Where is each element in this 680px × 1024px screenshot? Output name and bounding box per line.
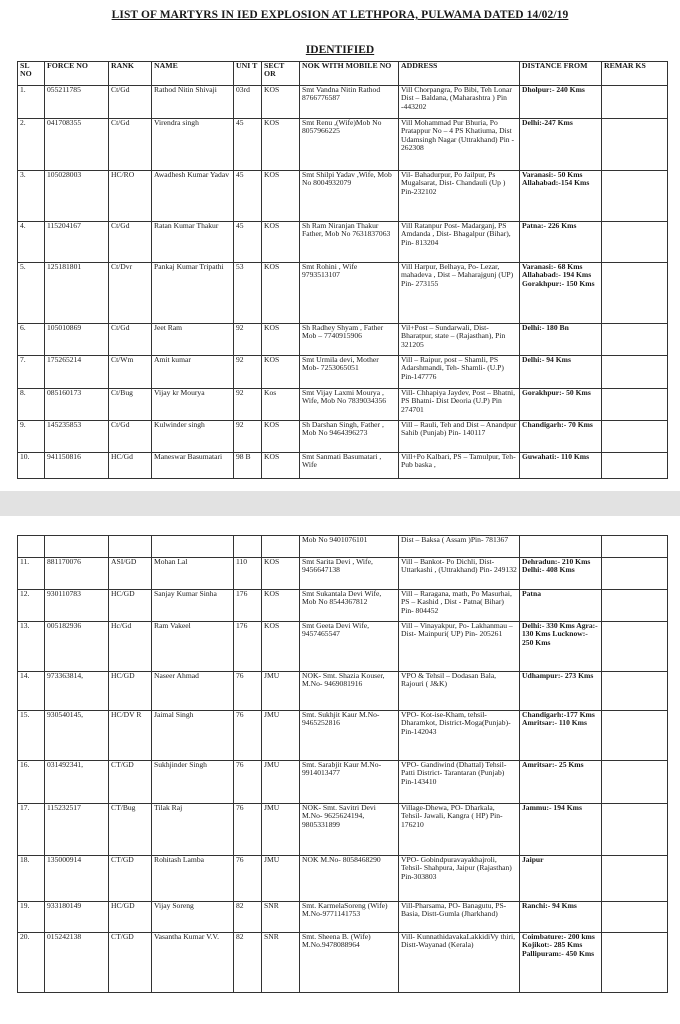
cell-unit: 92 xyxy=(234,356,262,389)
cell-distance: Dholpur:- 240 Kms xyxy=(520,86,602,119)
table-body-page-1 xyxy=(18,86,668,479)
cell-rank: CT/GD xyxy=(109,933,152,993)
table-row xyxy=(18,389,668,421)
cell-sl: 6. xyxy=(18,324,45,356)
cell-rank: CT/Bug xyxy=(109,804,152,856)
cell-sl: 7. xyxy=(18,356,45,389)
cell-unit: 92 xyxy=(234,389,262,421)
cell-address: Vill Mohammad Pur Bhuria, Po Pratappur No – 4 PS Khatiuma, Dist Udamsingh Nagar (Uttrakhand) Pin - 262308 xyxy=(399,119,520,171)
table-header-row xyxy=(18,62,668,86)
cell-nok: Sh Ram Niranjan Thakur Father, Mob No 7631837063 xyxy=(300,222,399,263)
cell-nok: Smt Rohini , Wife 9793513107 xyxy=(300,263,399,324)
cell-distance: Delhi:- 180 Bn xyxy=(520,324,602,356)
cell-address: Vill – Rauli, Teh and Dist – Anandpur Sahib (Punjab) Pin- 140117 xyxy=(399,421,520,453)
cell-unit: 76 xyxy=(234,761,262,804)
cell-sector: JMU xyxy=(262,856,300,902)
cell-sl: 12. xyxy=(18,590,45,622)
cell-nok: Sh Darshan Singh, Father , Mob No 9464396273 xyxy=(300,421,399,453)
cell-remarks xyxy=(602,622,668,672)
cell-unit: 82 xyxy=(234,902,262,933)
martyrs-table-page-1 xyxy=(17,61,668,479)
cell-distance xyxy=(520,536,602,558)
cell-force-no: 930110783 xyxy=(45,590,109,622)
cell-name: Vijay Soreng xyxy=(152,902,234,933)
cell-rank: HC/GD xyxy=(109,590,152,622)
cell-remarks xyxy=(602,933,668,993)
table-row xyxy=(18,119,668,171)
cell-distance: Udhampur:- 273 Kms xyxy=(520,672,602,711)
cell-sector: JMU xyxy=(262,761,300,804)
cell-name: Kulwinder singh xyxy=(152,421,234,453)
cell-distance: Ranchi:- 94 Kms xyxy=(520,902,602,933)
cell-address: Vill Ratanpur Post- Madarganj, PS Amdanda , Dist- Bhagalpur (Bihar), Pin- 813204 xyxy=(399,222,520,263)
cell-name: Tilak Raj xyxy=(152,804,234,856)
cell-force-no: 041708355 xyxy=(45,119,109,171)
cell-rank xyxy=(109,536,152,558)
cell-sector: KOS xyxy=(262,263,300,324)
table-row xyxy=(18,558,668,590)
cell-rank: CT/GD xyxy=(109,761,152,804)
cell-nok: Mob No 9401076101 xyxy=(300,536,399,558)
cell-remarks xyxy=(602,421,668,453)
cell-nok: Smt Sarita Devi , Wife, 9456647138 xyxy=(300,558,399,590)
cell-force-no: 933180149 xyxy=(45,902,109,933)
header-sl: SL NO xyxy=(18,62,45,86)
cell-distance: Dehradun:- 210 Kms Delhi:- 408 Kms xyxy=(520,558,602,590)
table-row xyxy=(18,902,668,933)
cell-distance: Coimbature:- 200 kms Kojikot:- 285 Kms Pallipuram:- 450 Kms xyxy=(520,933,602,993)
cell-unit: 53 xyxy=(234,263,262,324)
document-page-1 xyxy=(13,0,667,491)
cell-address: Vill – Vinayakpur, Po- Lakhanmau – Dist- Mainpuri( UP) Pin- 205261 xyxy=(399,622,520,672)
cell-nok: Smt. KarmelaSoreng (Wife) M.No-9771141753 xyxy=(300,902,399,933)
cell-nok: Smt. Sukhjit Kaur M.No- 9465252816 xyxy=(300,711,399,761)
cell-remarks xyxy=(602,711,668,761)
cell-force-no: 973363814, xyxy=(45,672,109,711)
cell-address: VPO- Gandiwind (Dhattal) Tehsil- Patti District- Tarantaran (Punjab) Pin-143410 xyxy=(399,761,520,804)
table-row xyxy=(18,171,668,222)
cell-unit: 76 xyxy=(234,856,262,902)
document-title: LIST OF MARTYRS IN IED EXPLOSION AT LETHPORA, PULWAMA DATED 14/02/19 xyxy=(111,9,569,21)
cell-name: Rathod Nitin Shivaji xyxy=(152,86,234,119)
cell-sl: 4. xyxy=(18,222,45,263)
cell-distance: Varanasi:- 50 Kms Allahabad:-154 Kms xyxy=(520,171,602,222)
table-row xyxy=(18,356,668,389)
cell-name xyxy=(152,536,234,558)
cell-force-no: 135000914 xyxy=(45,856,109,902)
cell-distance: Jaipur xyxy=(520,856,602,902)
cell-force-no: 145235853 xyxy=(45,421,109,453)
cell-address: Vill+Po Kalbari, PS – Tamulpur, Teh- Pub baska , xyxy=(399,453,520,479)
cell-nok: Smt Renu ,(Wife)Mob No 8057966225 xyxy=(300,119,399,171)
cell-distance: Delhi:-247 Kms xyxy=(520,119,602,171)
table-body-page-2 xyxy=(18,536,668,993)
table-row xyxy=(18,222,668,263)
cell-remarks xyxy=(602,119,668,171)
cell-name: Ratan Kumar Thakur xyxy=(152,222,234,263)
header-rank: RANK xyxy=(109,62,152,86)
cell-nok: Smt Sanmati Basumatari , Wife xyxy=(300,453,399,479)
cell-remarks xyxy=(602,356,668,389)
cell-sl: 16. xyxy=(18,761,45,804)
cell-sector: JMU xyxy=(262,672,300,711)
cell-rank: Hc/Gd xyxy=(109,622,152,672)
cell-address: Vill – Raragana, math, Po Masurhai, PS – Kashid , Dist - Patna( Bihar) Pin- 804452 xyxy=(399,590,520,622)
cell-rank: HC/GD xyxy=(109,672,152,711)
cell-remarks xyxy=(602,761,668,804)
table-row xyxy=(18,324,668,356)
table-row xyxy=(18,453,668,479)
cell-sl: 11. xyxy=(18,558,45,590)
cell-unit: 92 xyxy=(234,421,262,453)
table-row xyxy=(18,856,668,902)
cell-address: Vill-Pharsama, PO- Banagutu, PS-Basia, Distt-Gumla (Jharkhand) xyxy=(399,902,520,933)
cell-sl: 18. xyxy=(18,856,45,902)
cell-distance: Patna:- 226 Kms xyxy=(520,222,602,263)
cell-sector: KOS xyxy=(262,590,300,622)
cell-force-no: 105028003 xyxy=(45,171,109,222)
section-title-identified: IDENTIFIED xyxy=(305,44,375,56)
cell-sector: JMU xyxy=(262,711,300,761)
header-name: NAME xyxy=(152,62,234,86)
cell-sector: Kos xyxy=(262,389,300,421)
cell-sl: 5. xyxy=(18,263,45,324)
cell-name: Pankaj Kumar Tripathi xyxy=(152,263,234,324)
cell-nok: Smt Sukantala Devi Wife, Mob No 8544367812 xyxy=(300,590,399,622)
cell-address: Dist – Baksa ( Assam )Pin- 781367 xyxy=(399,536,520,558)
cell-rank: CT/GD xyxy=(109,856,152,902)
cell-force-no: 115232517 xyxy=(45,804,109,856)
cell-sl: 14. xyxy=(18,672,45,711)
cell-rank: Ct/Gd xyxy=(109,119,152,171)
document-page-2 xyxy=(13,516,667,1024)
cell-sl: 10. xyxy=(18,453,45,479)
cell-force-no xyxy=(45,536,109,558)
cell-force-no: 930540145, xyxy=(45,711,109,761)
cell-sl: 9. xyxy=(18,421,45,453)
table-row xyxy=(18,761,668,804)
cell-unit: 82 xyxy=(234,933,262,993)
header-distance: DISTANCE FROM xyxy=(520,62,602,86)
cell-nok: Sh Radhey Shyam , Father Mob – 7740915906 xyxy=(300,324,399,356)
cell-unit: 45 xyxy=(234,119,262,171)
cell-unit: 176 xyxy=(234,622,262,672)
cell-rank: HC/DV R xyxy=(109,711,152,761)
cell-sl: 1. xyxy=(18,86,45,119)
cell-nok: Smt Vandna Nitin Rathod 8766776587 xyxy=(300,86,399,119)
cell-rank: HC/GD xyxy=(109,902,152,933)
header-sector: SECT OR xyxy=(262,62,300,86)
cell-rank: Ct/Dvr xyxy=(109,263,152,324)
cell-sector: KOS xyxy=(262,622,300,672)
cell-nok: NOK M.No- 8058468290 xyxy=(300,856,399,902)
cell-remarks xyxy=(602,324,668,356)
cell-name: Jeet Ram xyxy=(152,324,234,356)
cell-name: Sukhjinder Singh xyxy=(152,761,234,804)
cell-address: VPO- Kot-ise-Kham, tehsil- Dharamkot, District-Moga(Punjab)- Pin-142043 xyxy=(399,711,520,761)
cell-unit xyxy=(234,536,262,558)
header-force-no: FORCE NO xyxy=(45,62,109,86)
cell-force-no: 015242138 xyxy=(45,933,109,993)
cell-sector: KOS xyxy=(262,421,300,453)
table-row xyxy=(18,421,668,453)
table-row xyxy=(18,933,668,993)
cell-rank: Ct/Bug xyxy=(109,389,152,421)
cell-rank: Ct/Gd xyxy=(109,324,152,356)
cell-name: Amit kumar xyxy=(152,356,234,389)
cell-sl: 20. xyxy=(18,933,45,993)
table-row xyxy=(18,804,668,856)
cell-distance: Gorakhpur:- 50 Kms xyxy=(520,389,602,421)
cell-remarks xyxy=(602,558,668,590)
cell-remarks xyxy=(602,263,668,324)
cell-remarks xyxy=(602,804,668,856)
cell-name: Mohan Lal xyxy=(152,558,234,590)
cell-name: Virendra singh xyxy=(152,119,234,171)
cell-sector: KOS xyxy=(262,222,300,263)
cell-force-no: 105010869 xyxy=(45,324,109,356)
cell-sector: SNR xyxy=(262,902,300,933)
cell-name: Awadhesh Kumar Yadav xyxy=(152,171,234,222)
table-row xyxy=(18,86,668,119)
cell-unit: 98 B xyxy=(234,453,262,479)
header-address: ADDRESS xyxy=(399,62,520,86)
cell-remarks xyxy=(602,171,668,222)
cell-sl: 13. xyxy=(18,622,45,672)
cell-rank: Ct/Gd xyxy=(109,421,152,453)
cell-force-no: 881170076 xyxy=(45,558,109,590)
cell-address: Village-Dhewa, PO- Dharkala, Tehsil- Jawali, Kangra ( HP) Pin-176210 xyxy=(399,804,520,856)
cell-address: Vill- Chhapiya Jaydev, Post – Bhatni, PS Bhatni- Dist Deoria (U.P) Pin 274701 xyxy=(399,389,520,421)
table-row xyxy=(18,622,668,672)
cell-name: Vasantha Kumar V.V. xyxy=(152,933,234,993)
cell-rank: Ct/Gd xyxy=(109,86,152,119)
cell-nok: Smt Geeta Devi Wife, 9457465547 xyxy=(300,622,399,672)
cell-distance: Jammu:- 194 Kms xyxy=(520,804,602,856)
cell-force-no: 941150816 xyxy=(45,453,109,479)
cell-unit: 110 xyxy=(234,558,262,590)
cell-unit: 45 xyxy=(234,171,262,222)
cell-sl xyxy=(18,536,45,558)
cell-sl: 15. xyxy=(18,711,45,761)
cell-name: Vijay kr Mourya xyxy=(152,389,234,421)
cell-sector: KOS xyxy=(262,119,300,171)
table-row xyxy=(18,263,668,324)
cell-sector: SNR xyxy=(262,933,300,993)
cell-sl: 3. xyxy=(18,171,45,222)
cell-nok: Smt Vijay Laxmi Mourya , Wife, Mob No 7839034356 xyxy=(300,389,399,421)
cell-address: Vill Harpur, Belhaya, Po- Lezar, mahadeva , Dist – Maharajgunj (UP) Pin- 273155 xyxy=(399,263,520,324)
cell-sector: KOS xyxy=(262,86,300,119)
header-unit: UNI T xyxy=(234,62,262,86)
cell-unit: 92 xyxy=(234,324,262,356)
cell-remarks xyxy=(602,222,668,263)
cell-address: Vil+Post – Sundarwali, Dist- Bharatpur, state – (Rajasthan), Pin 321205 xyxy=(399,324,520,356)
cell-remarks xyxy=(602,672,668,711)
cell-rank: Ct/Gd xyxy=(109,222,152,263)
cell-name: Sanjay Kumar Sinha xyxy=(152,590,234,622)
cell-sector: JMU xyxy=(262,804,300,856)
cell-address: Vil- Bahadurpur, Po Jailpur, Ps Mugalsarat, Dist- Chandauli (Up ) Pin-232102 xyxy=(399,171,520,222)
cell-rank: HC/Gd xyxy=(109,453,152,479)
cell-rank: ASI/GD xyxy=(109,558,152,590)
cell-sector: KOS xyxy=(262,453,300,479)
cell-nok: Smt. Sheena B. (Wife) M.No.9478088964 xyxy=(300,933,399,993)
cell-force-no: 085160173 xyxy=(45,389,109,421)
cell-nok: Smt Shilpi Yadav ,Wife, Mob No 8004932079 xyxy=(300,171,399,222)
cell-unit: 03rd xyxy=(234,86,262,119)
cell-name: Naseer Ahmad xyxy=(152,672,234,711)
cell-address: Vill – Bankot- Po Dichli, Dist- Uttarkashi , (Uttrakhand) Pin- 249132 xyxy=(399,558,520,590)
cell-nok: Smt. Sarabjit Kaur M.No- 9914013477 xyxy=(300,761,399,804)
cell-unit: 76 xyxy=(234,672,262,711)
cell-remarks xyxy=(602,389,668,421)
table-row-continuation xyxy=(18,536,668,558)
cell-sl: 8. xyxy=(18,389,45,421)
cell-sector: KOS xyxy=(262,558,300,590)
cell-address: VPO- Gobindpuravayakhajroli, Tehsil- Shahpura, Jaipur (Rajasthan) Pin-303803 xyxy=(399,856,520,902)
cell-remarks xyxy=(602,590,668,622)
cell-remarks xyxy=(602,86,668,119)
cell-name: Ram Vakeel xyxy=(152,622,234,672)
cell-unit: 76 xyxy=(234,804,262,856)
table-row xyxy=(18,590,668,622)
cell-sector: KOS xyxy=(262,171,300,222)
cell-name: Maneswar Basumatari xyxy=(152,453,234,479)
cell-address: VPO & Tehsil – Dodasan Bala, Rajouri ( J&K) xyxy=(399,672,520,711)
cell-address: Vill- KunnathidavakaLakkidiVy thiri, Distt-Wayanad (Kerala) xyxy=(399,933,520,993)
cell-remarks xyxy=(602,902,668,933)
cell-force-no: 175265214 xyxy=(45,356,109,389)
cell-nok: NOK- Smt. Shazia Kouser, M.No- 9469081916 xyxy=(300,672,399,711)
martyrs-table-page-2 xyxy=(17,535,668,993)
cell-distance: Amritsar:- 25 Kms xyxy=(520,761,602,804)
cell-distance: Delhi:- 330 Kms Agra:- 130 Kms Lucknow:- 250 Kms xyxy=(520,622,602,672)
cell-nok: NOK- Smt. Savitri Devi M.No- 9625624194, 9805331899 xyxy=(300,804,399,856)
cell-sector: KOS xyxy=(262,356,300,389)
cell-address: Vill Chorpangra, Po Bibi, Teh Lonar Dist – Baldana, (Maharashtra ) Pin -443202 xyxy=(399,86,520,119)
table-row xyxy=(18,672,668,711)
cell-remarks xyxy=(602,536,668,558)
cell-force-no: 031492341, xyxy=(45,761,109,804)
header-nok: NOK WITH MOBILE NO xyxy=(300,62,399,86)
cell-force-no: 005182936 xyxy=(45,622,109,672)
cell-nok: Smt Urmila devi, Mother Mob- 7253065051 xyxy=(300,356,399,389)
header-remarks: REMAR KS xyxy=(602,62,668,86)
cell-rank: HC/RO xyxy=(109,171,152,222)
cell-distance: Chandigarh:- 70 Kms xyxy=(520,421,602,453)
cell-name: Jaimal Singh xyxy=(152,711,234,761)
cell-force-no: 055211785 xyxy=(45,86,109,119)
cell-remarks xyxy=(602,856,668,902)
cell-sl: 17. xyxy=(18,804,45,856)
cell-sector: KOS xyxy=(262,324,300,356)
cell-rank: Ct/Wm xyxy=(109,356,152,389)
cell-sector xyxy=(262,536,300,558)
table-row xyxy=(18,711,668,761)
cell-force-no: 115204167 xyxy=(45,222,109,263)
cell-force-no: 125181801 xyxy=(45,263,109,324)
cell-unit: 76 xyxy=(234,711,262,761)
cell-sl: 2. xyxy=(18,119,45,171)
cell-name: Rohitash Lamba xyxy=(152,856,234,902)
page-separator xyxy=(0,491,680,516)
cell-distance: Varanasi:- 68 Kms Allahabad:- 194 Kms Gorakhpur:- 150 Kms xyxy=(520,263,602,324)
cell-remarks xyxy=(602,453,668,479)
cell-address: Vill – Raipur, post – Shamli, PS Adarshmandi, Teh- Shamli- (U.P) Pin-147776 xyxy=(399,356,520,389)
cell-unit: 45 xyxy=(234,222,262,263)
cell-distance: Chandigarh:-177 Kms Amritsar:- 110 Kms xyxy=(520,711,602,761)
cell-distance: Patna xyxy=(520,590,602,622)
cell-sl: 19. xyxy=(18,902,45,933)
cell-unit: 176 xyxy=(234,590,262,622)
cell-distance: Delhi:- 94 Kms xyxy=(520,356,602,389)
cell-distance: Guwahati:- 110 Kms xyxy=(520,453,602,479)
